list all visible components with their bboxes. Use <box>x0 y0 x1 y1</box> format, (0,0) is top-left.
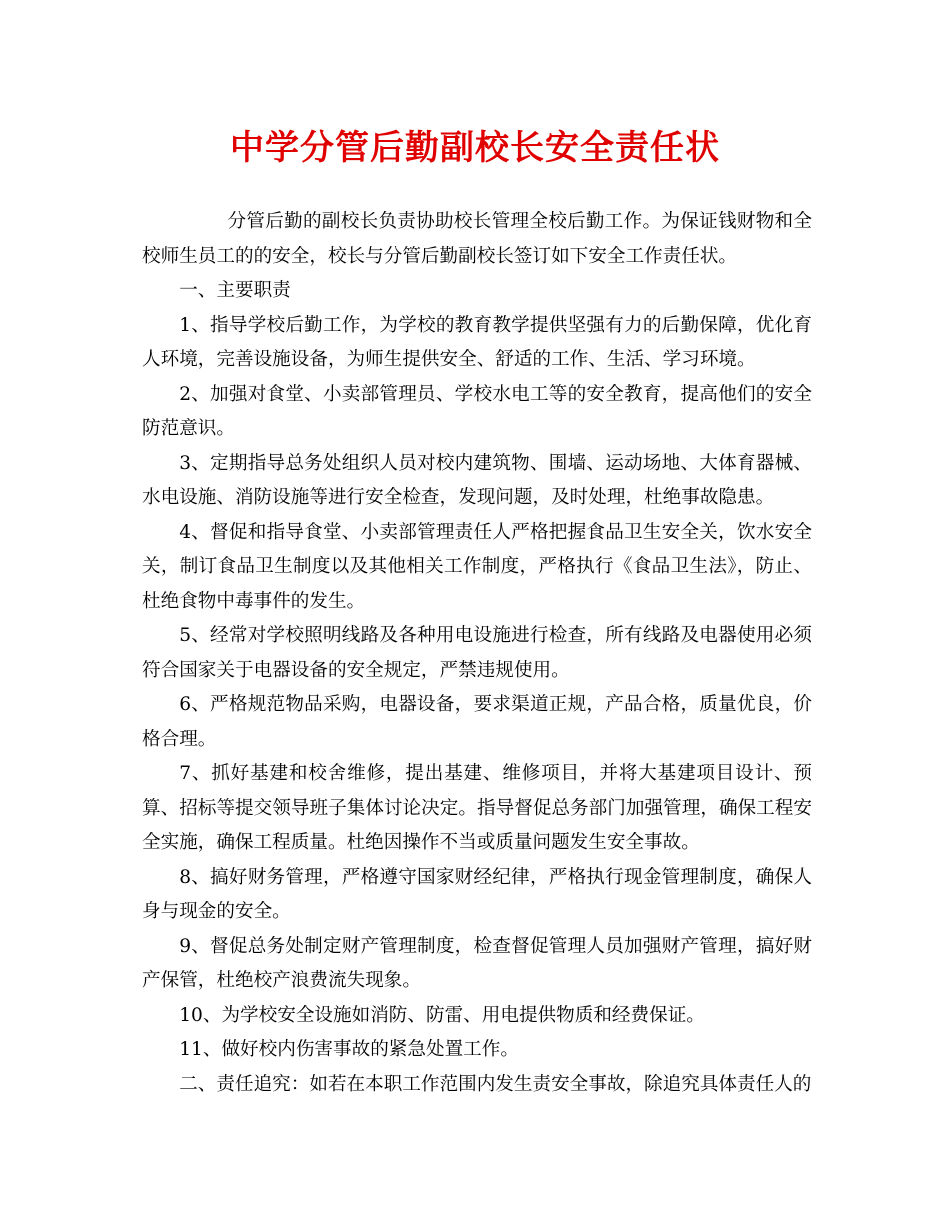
duty-item-1: 1、指导学校后勤工作，为学校的教育教学提供坚强有力的后勤保障，优化育人环境，完善设施设备，为师生提供安全、舒适的工作、生活、学习环境。 <box>142 314 812 370</box>
duty-item-3: 3、定期指导总务处组织人员对校内建筑物、围墙、运动场地、大体育器械、水电设施、消防设施等进行安全检查，发现问题，及时处理，杜绝事故隐患。 <box>142 452 812 508</box>
section-heading-accountability: 二、责任追究：如若在本职工作范围内发生责安全事故，除追究具体责任人的 <box>179 1073 812 1095</box>
duty-item-9: 9、督促总务处制定财产管理制度，检查督促管理人员加强财产管理，搞好财产保管，杜绝校产浪费流失现象。 <box>142 935 812 991</box>
duty-item-8: 8、搞好财务管理，严格遵守国家财经纪律，严格执行现金管理制度，确保人身与现金的安全。 <box>142 866 812 922</box>
duty-item-2: 2、加强对食堂、小卖部管理员、学校水电工等的安全教育，提高他们的安全防范意识。 <box>142 383 812 439</box>
duty-item-6: 6、严格规范物品采购，电器设备，要求渠道正规，产品合格，质量优良，价格合理。 <box>142 694 812 750</box>
intro-paragraph: 分管后勤的副校长负责协助校长管理全校后勤工作。为保证钱财物和全校师生员工的的安全，校长与分管后勤副校长签订如下安全工作责任状。 <box>142 211 812 267</box>
duty-item-5: 5、经常对学校照明线路及各种用电设施进行检查，所有线路及电器使用必须符合国家关于电器设备的安全规定，严禁违规使用。 <box>142 625 812 681</box>
duty-item-10: 10、为学校安全设施如消防、防雷、用电提供物质和经费保证。 <box>179 1004 705 1026</box>
duty-item-7: 7、抓好基建和校舍维修，提出基建、维修项目，并将大基建项目设计、预算、招标等提交领导班子集体讨论决定。指导督促总务部门加强管理，确保工程安全实施，确保工程质量。杜绝因操作不当或质量问题发生安全事故。 <box>142 763 812 853</box>
document-body <box>142 205 812 1102</box>
duty-item-11: 11、做好校内伤害事故的紧急处置工作。 <box>179 1039 519 1060</box>
duty-item-4: 4、督促和指导食堂、小卖部管理责任人严格把握食品卫生安全关，饮水安全关，制订食品卫生制度以及其他相关工作制度，严格执行《食品卫生法》，防止、杜绝食物中毒事件的发生。 <box>142 521 812 612</box>
document-title: 中学分管后勤副校长安全责任状 <box>230 128 720 168</box>
section-heading-duties: 一、主要职责 <box>179 280 291 301</box>
